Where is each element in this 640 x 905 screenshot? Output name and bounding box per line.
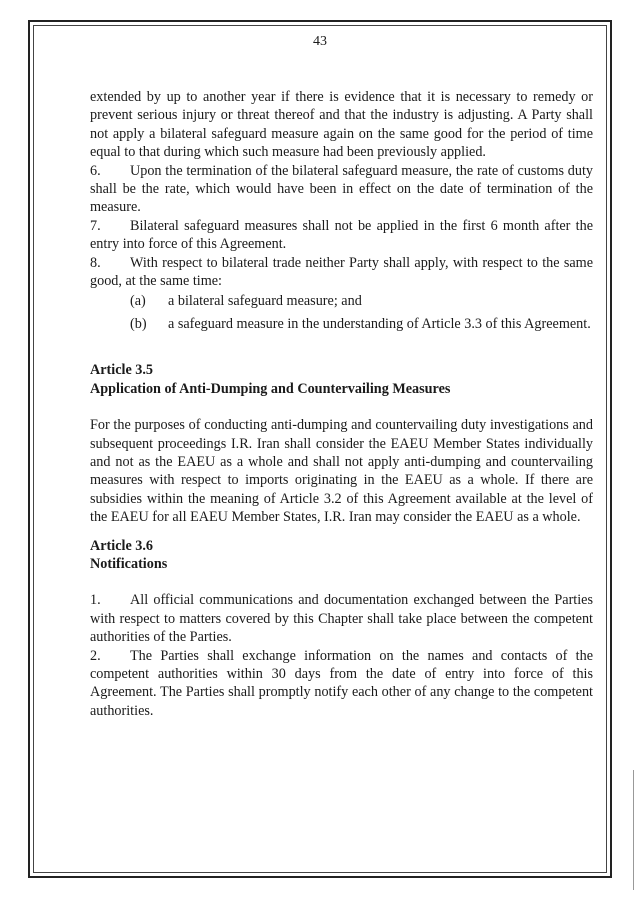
subitem-label: (b) xyxy=(130,315,147,332)
item-text: With respect to bilateral trade neither Party shall apply, with respect to the same good, at the same time: xyxy=(90,254,593,290)
paragraph-number: 1. xyxy=(90,592,101,609)
article-3-6-number: Article 3.6 xyxy=(90,537,154,554)
item-7 xyxy=(90,217,593,254)
article-3-5-title: Application of Anti-Dumping and Countervailing Measures xyxy=(90,380,451,397)
item-number: 7. xyxy=(90,217,101,234)
item-number: 6. xyxy=(90,162,101,179)
item-8 xyxy=(90,254,593,291)
article-3-5-body: For the purposes of conducting anti-dumping and countervailing duty investigations and subsequent proceedings I.R. Iran shall consider the EAEU Member States individually and not as the EAEU as a whole and shall not apply anti-dumping and countervailing measures with respect to imports originating in the EAEU as a whole. If there are subsidies within the meaning of Article 3.2 of this Agreement available at the level of the EAEU for all EAEU Member States, I.R. Iran may consider the EAEU as a whole. xyxy=(90,417,593,526)
subitem-text: a bilateral safeguard measure; and xyxy=(168,293,362,310)
item-text: Bilateral safeguard measures shall not be applied in the first 6 month after the entry into force of this Agreement. xyxy=(90,217,593,253)
subitem-text: a safeguard measure in the understanding of Article 3.3 of this Agreement. xyxy=(168,315,591,332)
item-number: 8. xyxy=(90,254,101,271)
subitem-a xyxy=(90,292,593,310)
notification-paragraph-2 xyxy=(90,647,593,721)
scan-margin-mark xyxy=(633,770,634,890)
page-number: 43 xyxy=(313,34,327,49)
continuation-paragraph: extended by up to another year if there is evidence that it is necessary to remedy or prevent serious injury or threat thereof and that the industry is adjusting. A Party shall not apply a bilateral safeguard measure again on the same good for the period of time equal to that during which such measure had been previously applied. xyxy=(90,89,593,161)
item-text: Upon the termination of the bilateral safeguard measure, the rate of customs duty shall be the rate, which would have been in effect on the date of termination of the measure. xyxy=(90,162,593,216)
article-3-6-title: Notifications xyxy=(90,555,168,572)
notification-paragraph-1 xyxy=(90,591,593,646)
subitem-b xyxy=(90,315,593,333)
item-6 xyxy=(90,162,593,217)
paragraph-number: 2. xyxy=(90,647,101,664)
paragraph-text: All official communications and documentation exchanged between the Parties with respect to matters covered by this Chapter shall take place between the competent authorities of the Parties. xyxy=(90,592,593,646)
document-body xyxy=(90,88,593,720)
article-3-5-number: Article 3.5 xyxy=(90,362,154,379)
paragraph-text: The Parties shall exchange information on the names and contacts of the competent authorities within 30 days from the date of entry into force of this Agreement. The Parties shall promptly notify each other of any change to the competent authorities. xyxy=(90,647,593,719)
subitem-label: (a) xyxy=(130,293,146,310)
